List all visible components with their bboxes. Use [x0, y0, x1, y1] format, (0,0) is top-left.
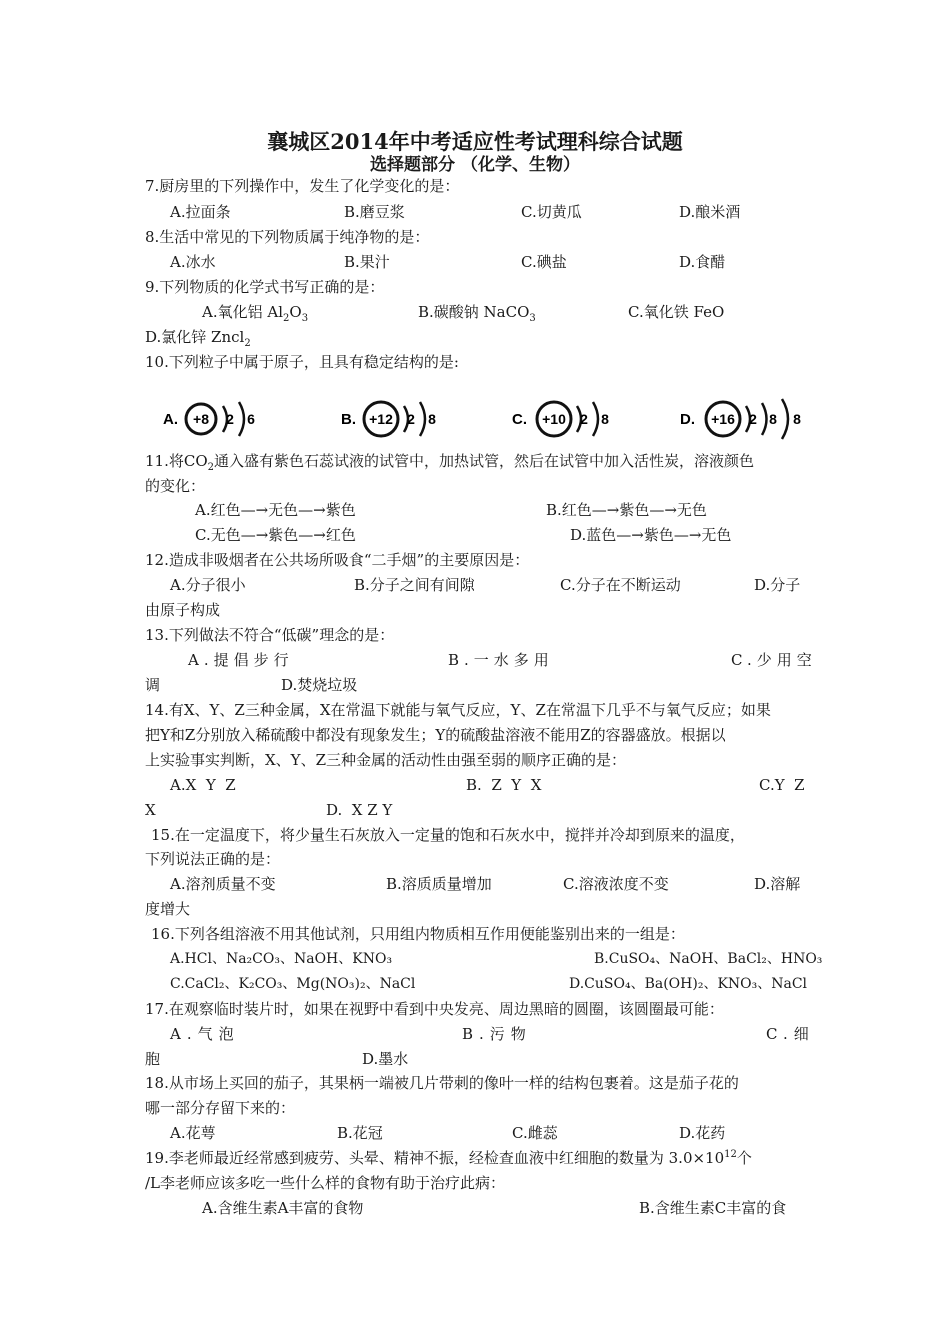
atom-b-nucleus: +12 [369, 411, 393, 427]
question-16-option-c: C.CaCl₂、K₂CO₃、Mg(NO₃)₂、NaCl [170, 976, 416, 992]
question-14-stem-3: 上实验事实判断，X、Y、Z三种金属的活动性由强至弱的顺序正确的是： [145, 751, 627, 769]
atom-diagram-c [512, 396, 622, 442]
question-18-stem-1: 18.从市场上买回的茄子，其果柄一端被几片带刺的像叶一样的结构包裹着。这是茄子花的 [145, 1074, 739, 1092]
question-7-stem: 7.厨房里的下列操作中，发生了化学变化的是： [145, 177, 460, 195]
question-15-option-a: A.溶剂质量不变 [170, 875, 276, 893]
question-13-option-c-cont: 调 [145, 676, 161, 694]
question-18-option-c: C.雌蕊 [512, 1124, 558, 1142]
atom-b-shell-2: 8 [428, 411, 436, 427]
question-14-option-a: A.X Y Z [170, 776, 236, 794]
atom-c-label: C. [512, 411, 527, 428]
atom-d-label: D. [680, 411, 695, 428]
question-14-option-c-cont: X [145, 801, 156, 819]
question-13-option-b: B.一水多用 [448, 651, 554, 669]
question-9-option-d: D.氯化锌 Zncl$_2$ [145, 328, 251, 349]
electron-shell-icon [239, 402, 244, 436]
electron-shell-icon [782, 399, 788, 439]
atom-d-shell-3: 8 [793, 411, 801, 427]
atom-d-shell-2: 8 [769, 411, 777, 427]
question-14-option-c: C.Y Z [759, 776, 805, 794]
question-8-option-d: D.食醋 [679, 253, 726, 271]
question-10-stem: 10.下列粒子中属于原子，且具有稳定结构的是: [145, 353, 459, 371]
question-7-option-d: D.酿米酒 [679, 203, 741, 221]
question-11-option-a: A.红色—→无色—→紫色 [195, 501, 356, 519]
question-11-stem: 11.将$CO_2$通入盛有紫色石蕊试液的试管中，加热试管，然后在试管中加入活性炭，溶液颜色 [145, 452, 755, 473]
atom-diagram-a [163, 396, 273, 442]
question-7-option-b: B.磨豆浆 [344, 203, 405, 221]
question-17-option-c-cont: 胞 [145, 1050, 161, 1068]
question-12-stem: 12.造成非吸烟者在公共场所吸食“二手烟”的主要原因是： [145, 551, 530, 569]
question-16-stem: 16.下列各组溶液不用其他试剂，只用组内物质相互作用便能鉴别出来的一组是： [151, 925, 685, 943]
atom-d-nucleus: +16 [711, 411, 735, 427]
question-8-option-c: C.碘盐 [521, 253, 567, 271]
atom-a-shell-1: 2 [226, 411, 234, 427]
question-17-option-a: A.气泡 [170, 1025, 240, 1043]
question-15-option-b: B.溶质质量增加 [386, 875, 492, 893]
atom-c-shell-2: 8 [601, 411, 609, 427]
atom-c-nucleus: +10 [542, 411, 566, 427]
atom-a-nucleus: +8 [193, 411, 209, 427]
question-18-option-b: B.花冠 [337, 1124, 383, 1142]
atom-diagram-d [680, 396, 815, 442]
question-15-option-d-cont: 度增大 [145, 900, 191, 918]
question-9-stem: 9.下列物质的化学式书写正确的是： [145, 278, 385, 296]
question-13-option-a: A.提倡步行 [188, 651, 294, 669]
question-15-option-c: C.溶液浓度不变 [563, 875, 669, 893]
question-8-option-b: B.果汁 [344, 253, 390, 271]
question-7-option-c: C.切黄瓜 [521, 203, 582, 221]
question-14-stem-1: 14.有X、Y、Z三种金属，X在常温下就能与氧气反应，Y、Z在常温下几乎不与氧气反应；如果 [145, 701, 771, 719]
atom-diagram-b [341, 396, 451, 442]
question-17-stem: 17.在观察临时装片时，如果在视野中看到中央发亮、周边黑暗的圆圈，该圆圈最可能： [145, 1000, 724, 1018]
question-8-option-a: A.冰水 [170, 253, 216, 271]
electron-shell-icon [593, 402, 598, 436]
question-12-option-c: C.分子在不断运动 [560, 576, 681, 594]
page-subtitle: 选择题部分 （化学、生物） [370, 155, 580, 175]
atom-d-shell-1: 2 [749, 411, 757, 427]
question-17-option-b: B.污物 [462, 1025, 532, 1043]
question-13-option-d: D.焚烧垃圾 [281, 676, 358, 694]
question-12-option-d: D.分子 [754, 576, 801, 594]
question-15-option-d: D.溶解 [754, 875, 801, 893]
question-16-option-b: B.CuSO₄、NaOH、BaCl₂、HNO₃ [594, 951, 823, 967]
question-14-option-b: B. Z Y X [466, 776, 542, 794]
question-7-option-a: A.拉面条 [170, 203, 231, 221]
question-19-stem-2: /L李老师应该多吃一些什么样的食物有助于治疗此病： [145, 1174, 506, 1192]
question-11-option-b: B.红色—→紫色—→无色 [546, 501, 707, 519]
question-11-stem-cont: 的变化： [145, 477, 206, 495]
atom-c-shell-1: 2 [580, 411, 588, 427]
electron-shell-icon [420, 402, 425, 436]
question-17-option-d: D.墨水 [362, 1050, 409, 1068]
question-11-option-c: C.无色—→紫色—→红色 [195, 526, 356, 544]
question-18-option-d: D.花药 [679, 1124, 726, 1142]
question-13-stem: 13.下列做法不符合“低碳”理念的是： [145, 626, 395, 644]
question-13-option-c: C.少用空 [731, 651, 817, 669]
atom-b-shell-1: 2 [407, 411, 415, 427]
question-16-option-d: D.CuSO₄、Ba(OH)₂、KNO₃、NaCl [569, 976, 808, 992]
question-14-option-d: D. X Z Y [326, 801, 393, 819]
question-14-stem-2: 把Y和Z分别放入稀硫酸中都没有现象发生；Y的硫酸盐溶液不能用Z的容器盛放。根据以 [145, 726, 726, 744]
question-15-stem-2: 下列说法正确的是： [145, 850, 281, 868]
question-9-option-a: A.氧化铝 $Al_2O_3$ [202, 303, 309, 324]
question-15-stem-1: 15.在一定温度下，将少量生石灰放入一定量的饱和石灰水中，搅拌并冷却到原来的温度， [151, 826, 745, 844]
question-17-option-c: C.细 [766, 1025, 815, 1043]
question-12-option-a: A.分子很小 [170, 576, 246, 594]
question-18-stem-2: 哪一部分存留下来的： [145, 1099, 296, 1117]
question-12-option-d-cont: 由原子构成 [145, 601, 221, 619]
question-12-option-b: B.分子之间有间隙 [354, 576, 475, 594]
question-11-option-d: D.蓝色—→紫色—→无色 [570, 526, 732, 544]
question-9-option-b: B.碳酸钠 NaCO$_3$ [418, 303, 536, 324]
question-19-option-a: A.含维生素A丰富的食物 [202, 1199, 364, 1217]
electron-shell-icon [762, 403, 767, 435]
question-8-stem: 8.生活中常见的下列物质属于纯净物的是： [145, 228, 430, 246]
question-9-option-c: C.氧化铁 FeO [628, 303, 725, 321]
question-18-option-a: A.花萼 [170, 1124, 216, 1142]
atom-a-shell-2: 6 [247, 411, 255, 427]
question-19-stem-1: 19.李老师最近经常感到疲劳、头晕、精神不振，经检查血液中红细胞的数量为 $3.0\times 10^{12}$个 [145, 1149, 752, 1167]
question-19-option-b: B.含维生素C丰富的食 [639, 1199, 787, 1217]
page-title: 襄城区2014年中考适应性考试理科综合试题 [267, 129, 683, 154]
question-16-option-a: A.HCl、Na₂CO₃、NaOH、KNO₃ [170, 951, 393, 967]
atom-b-label: B. [341, 411, 356, 428]
atom-a-label: A. [163, 411, 178, 428]
